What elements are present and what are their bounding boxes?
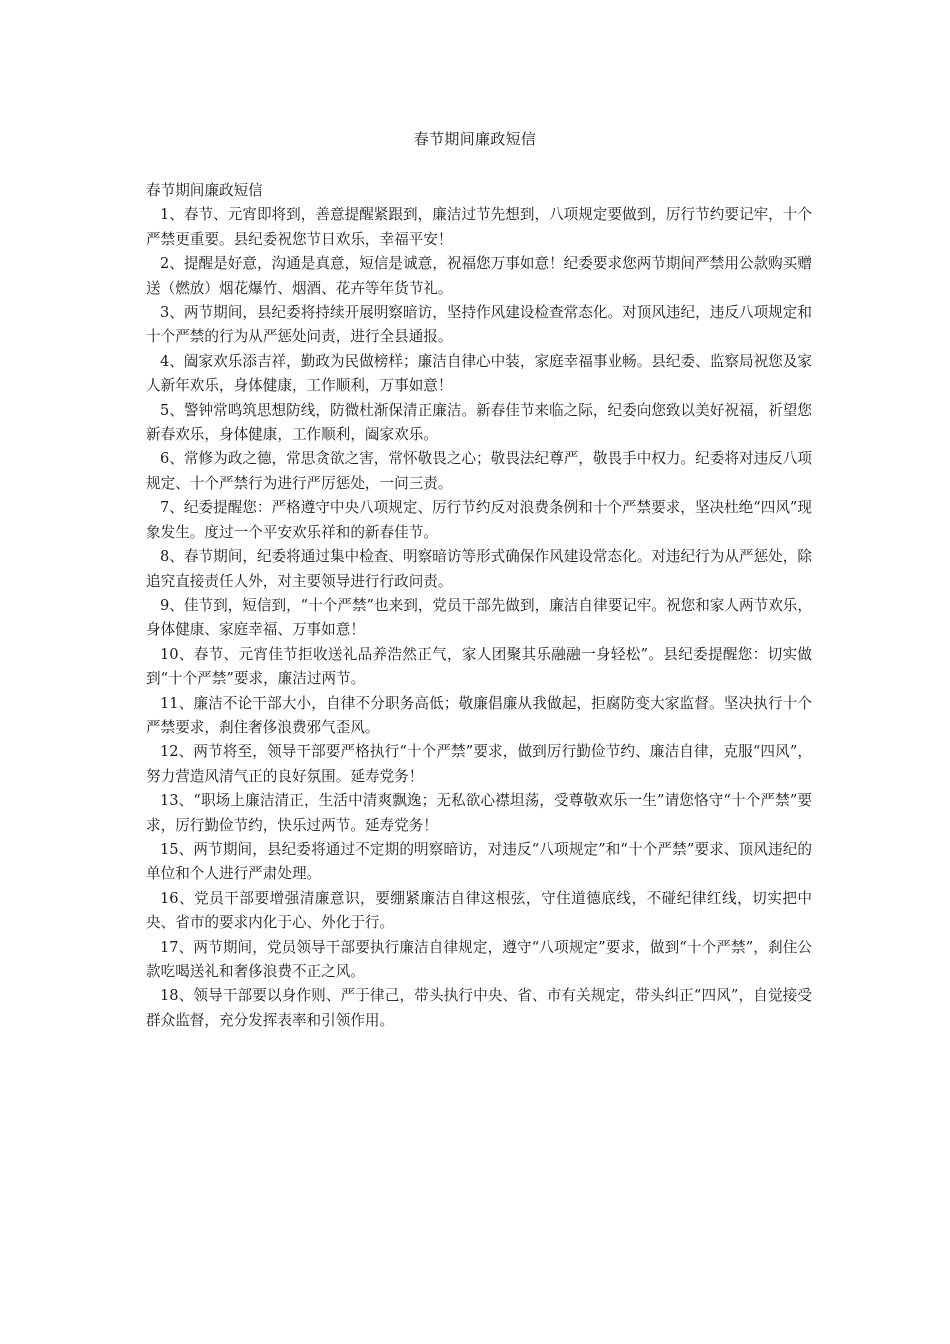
paragraph: 4、阖家欢乐添吉祥，勤政为民做榜样；廉洁自律心中装，家庭幸福事业畅。县纪委、监察局祝您及家人新年欢乐，身体健康，工作顺利，万事如意！ (146, 352, 812, 395)
document-body (146, 179, 812, 1033)
document-subtitle: 春节期间廉政短信 (146, 182, 263, 199)
paragraph: 12、两节将至，领导干部要严格执行“十个严禁”要求，做到厉行勤俭节约、廉洁自律，克服“四风”，努力营造风清气正的良好氛围。延寿党务！ (146, 743, 812, 785)
paragraph: 1、春节、元宵即将到，善意提醒紧跟到，廉洁过节先想到，八项规定要做到，厉行节约要记牢，十个严禁更重要。县纪委祝您节日欢乐，幸福平安！ (146, 206, 812, 248)
paragraph: 10、春节、元宵佳节拒收送礼品养浩然正气，家人团聚其乐融融一身轻松”。县纪委提醒您：切实做到“十个严禁”要求，廉洁过两节。 (146, 645, 812, 688)
paragraph: 9、佳节到，短信到，“十个严禁”也来到，党员干部先做到，廉洁自律要记牢。祝您和家人两节欢乐，身体健康、家庭幸福、万事如意！ (146, 596, 812, 639)
paragraph: 8、春节期间，纪委将通过集中检查、明察暗访等形式确保作风建设常态化。对违纪行为从严惩处，除追究直接责任人外，对主要领导进行行政问责。 (146, 548, 812, 590)
paragraph: 5、警钟常鸣筑思想防线，防微杜渐保清正廉洁。新春佳节来临之际，纪委向您致以美好祝福，祈望您新春欢乐，身体健康，工作顺利，阖家欢乐。 (146, 401, 812, 444)
paragraph: 11、廉洁不论干部大小，自律不分职务高低；敬廉倡廉从我做起，拒腐防变大家监督。坚决执行十个严禁要求，刹住奢侈浪费邪气歪风。 (146, 694, 812, 736)
paragraph: 17、两节期间，党员领导干部要执行廉洁自律规定，遵守“八项规定”要求，做到“十个严禁”，刹住公款吃喝送礼和奢侈浪费不正之风。 (146, 938, 812, 980)
paragraph: 13、“职场上廉洁清正，生活中清爽飘逸；无私欲心襟坦荡，受尊敬欢乐一生”请您恪守“十个严禁”要求，厉行勤俭节约，快乐过两节。延寿党务！ (146, 792, 812, 834)
paragraph: 15、两节期间，县纪委将通过不定期的明察暗访，对违反“八项规定”和“十个严禁”要求、顶风违纪的单位和个人进行严肃处理。 (146, 840, 812, 883)
paragraph: 6、常修为政之德，常思贪欲之害，常怀敬畏之心；敬畏法纪尊严，敬畏手中权力。纪委将对违反八项规定、十个严禁行为进行严厉惩处，一问三责。 (146, 450, 812, 492)
document-title: 春节期间廉政短信 (413, 130, 537, 148)
paragraph: 18、领导干部要以身作则、严于律己，带头执行中央、省、市有关规定，带头纠正“四风”，自觉接受群众监督，充分发挥表率和引领作用。 (146, 987, 812, 1029)
paragraph: 16、党员干部要增强清廉意识，要绷紧廉洁自律这根弦，守住道德底线，不碰纪律红线，切实把中央、省市的要求内化于心、外化于行。 (146, 889, 812, 932)
paragraph: 3、两节期间，县纪委将持续开展明察暗访，坚持作风建设检查常态化。对顶风违纪，违反八项规定和十个严禁的行为从严惩处问责，进行全县通报。 (146, 304, 812, 346)
paragraph: 2、提醒是好意，沟通是真意，短信是诚意，祝福您万事如意！纪委要求您两节期间严禁用公款购买赠送（燃放）烟花爆竹、烟酒、花卉等年货节礼。 (146, 255, 812, 297)
paragraph: 7、纪委提醒您：严格遵守中央八项规定、厉行节约反对浪费条例和十个严禁要求，坚决杜绝“四风”现象发生。度过一个平安欢乐祥和的新春佳节。 (146, 499, 812, 541)
